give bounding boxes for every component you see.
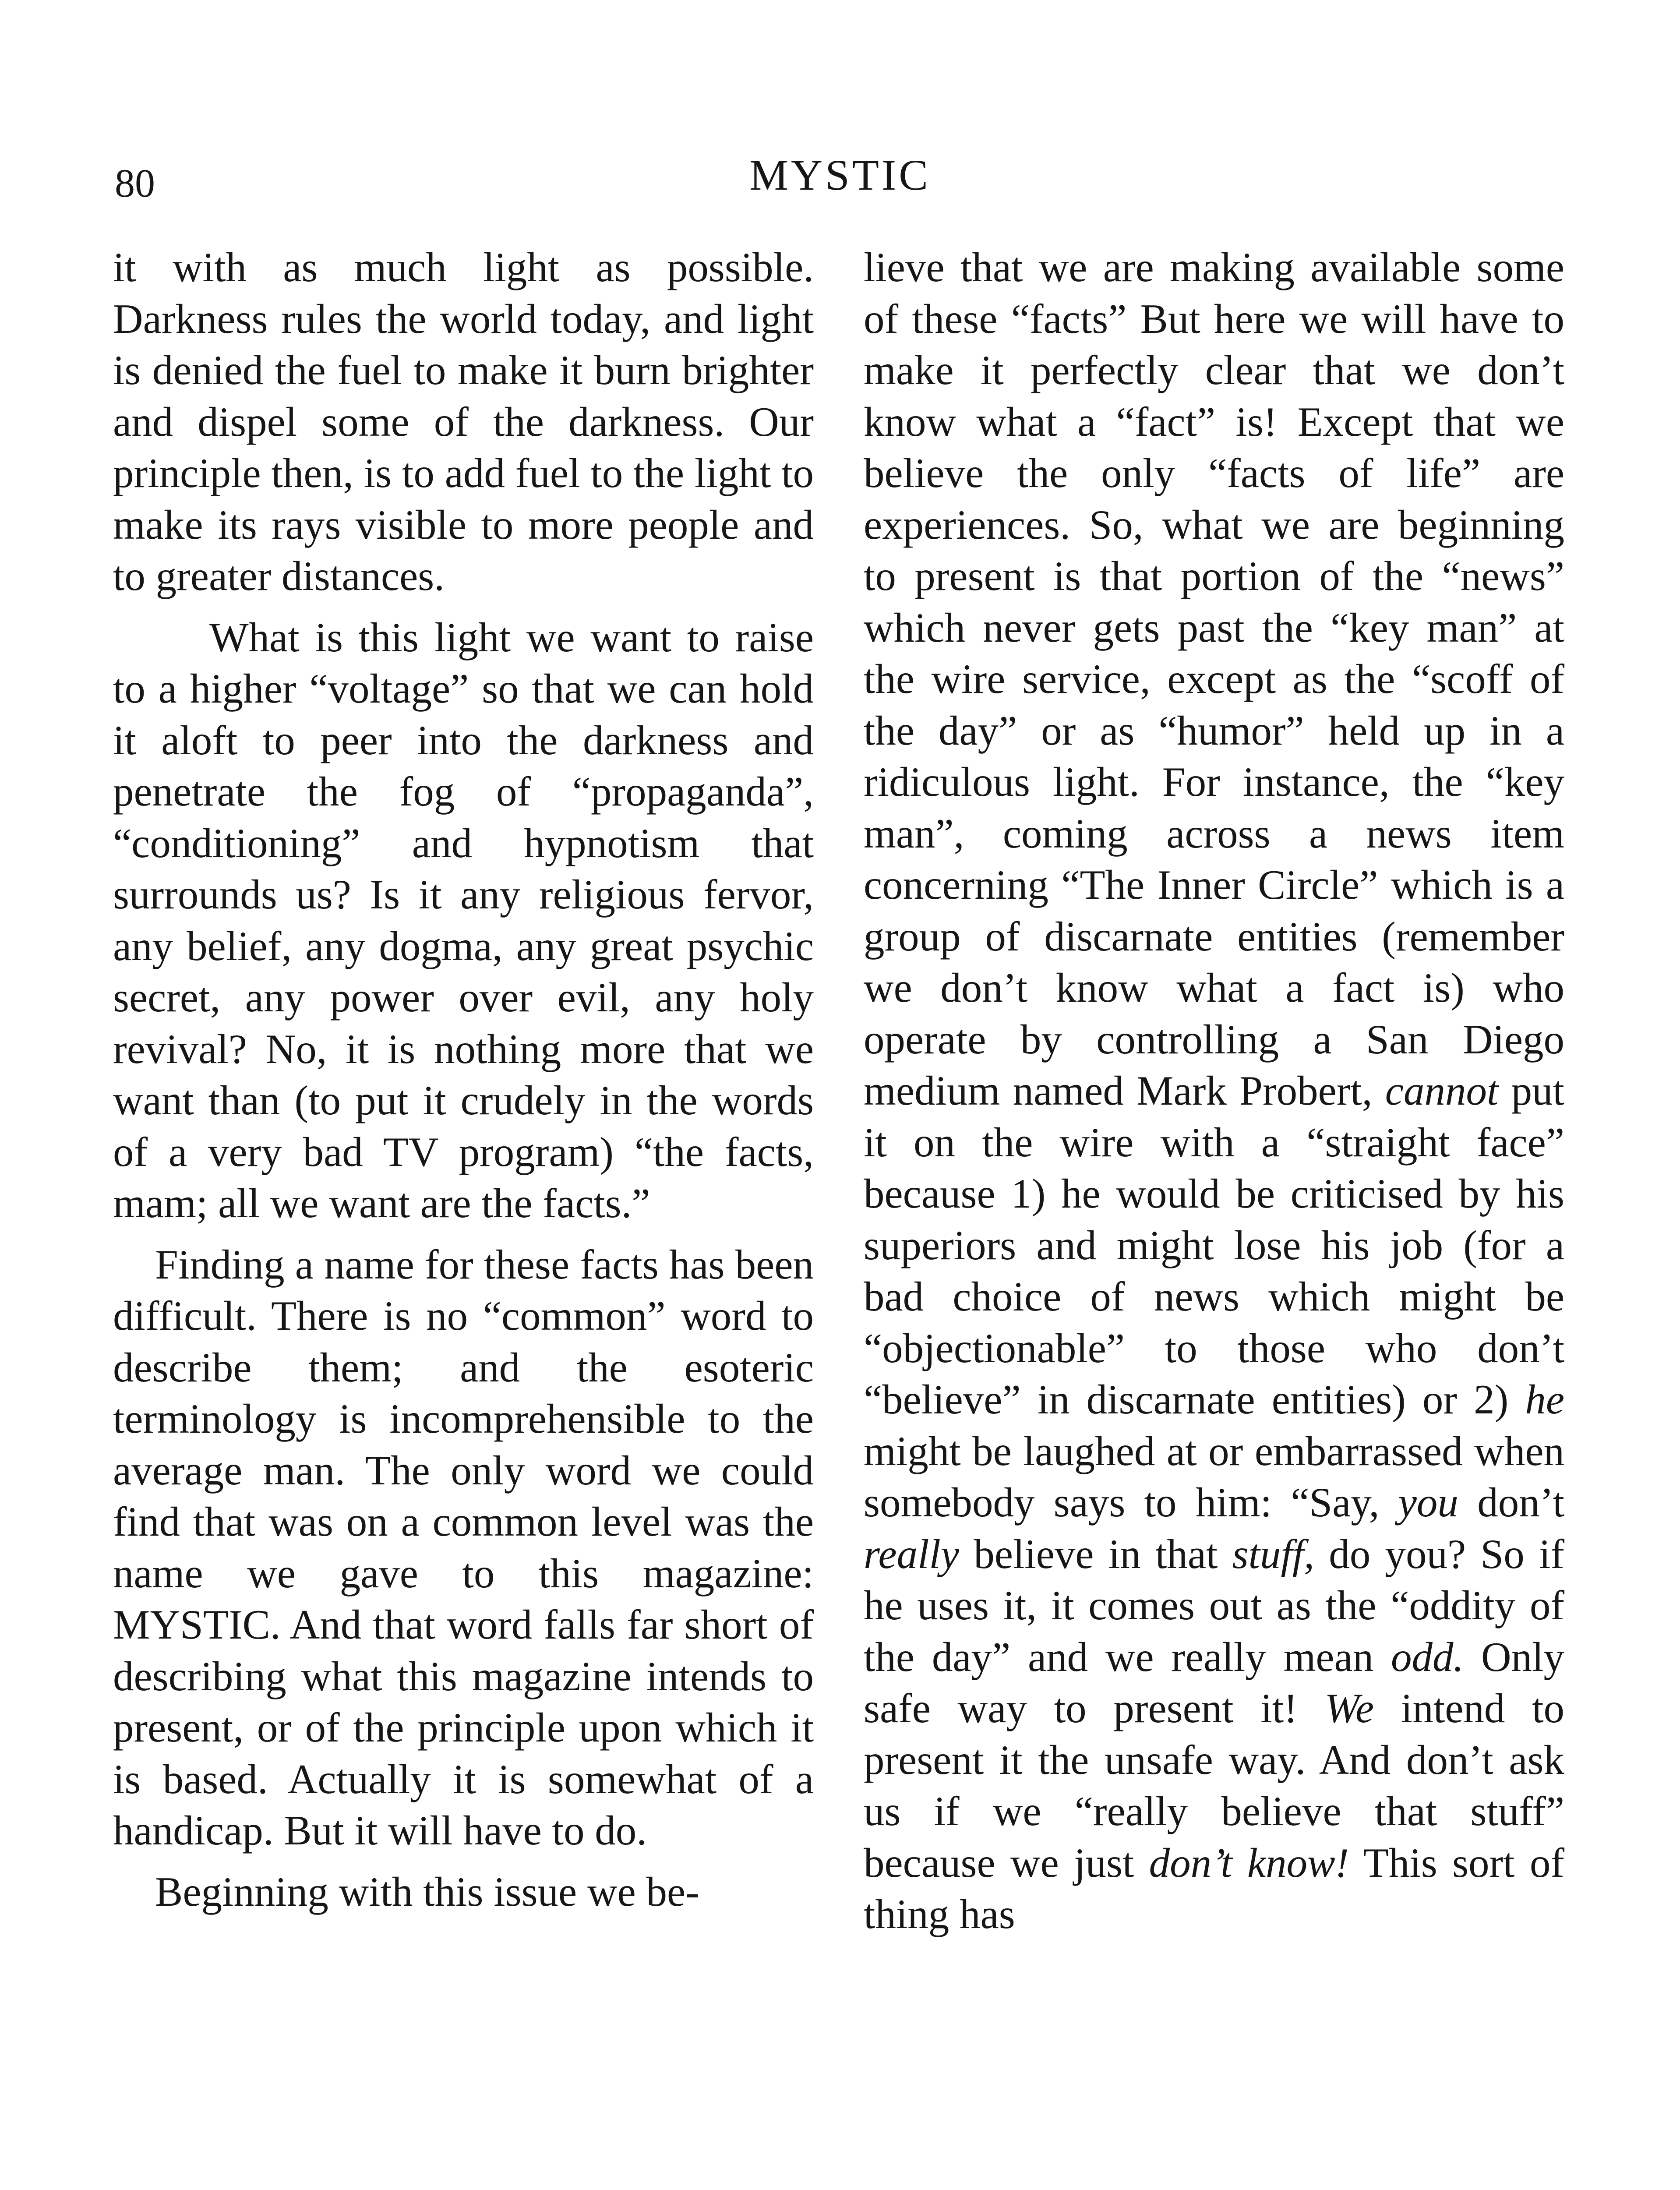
text-run: might be laughed at or embarrassed when somebody says to him: “Say,: [864, 1427, 1564, 1526]
emphasis: don’t know!: [1149, 1839, 1349, 1886]
paragraph: it with as much light as possible. Darkness rules the world today, and light is denied the fuel to make it burn brighter and dispel some of the darkness. Our principle then, is to add fuel to the light to make its rays visible to more people and to greater distances.: [113, 244, 814, 599]
text-run: This sort of thing has: [864, 1839, 1564, 1937]
text-run: put it on the wire with a “straight face” because 1) he would be criticised by his superiors and might lose his job (for a bad choice of news which might be “objectionable” to those who don’t “believe” in discarnate entities) or 2): [864, 1067, 1565, 1423]
paragraph: Beginning with this issue we be-: [155, 1868, 699, 1915]
emphasis: odd.: [1391, 1633, 1464, 1680]
text-run: don’t: [1477, 1479, 1565, 1526]
emphasis: he: [1525, 1376, 1564, 1423]
text-run: believe in that: [974, 1530, 1218, 1577]
text-run: intend to present it the unsafe way. And don’t ask us if we “really believe that stuff” because we just: [864, 1685, 1565, 1886]
emphasis: cannot: [1385, 1067, 1499, 1114]
text-run: Only safe way to present it!: [864, 1633, 1565, 1731]
emphasis: stuff,: [1232, 1530, 1315, 1577]
emphasis: We: [1324, 1685, 1374, 1731]
page-number: 80: [115, 161, 155, 205]
paragraph: What is this light we want to raise to a higher “voltage” so that we can hold it aloft to peer into the darkness and penetrate the fog of “propaganda”, “conditioning” and hypnotism that surrounds us? Is it any religious fervor, any belief, any dogma, any great psychic secret, any power over evil, any holy revival? No, it is nothing more that we want than (to put it crudely in the words of a very bad TV program) “the facts, mam; all we want are the facts.”: [113, 614, 814, 1226]
paragraph: [864, 242, 1564, 1940]
emphasis: really: [864, 1530, 960, 1577]
right-column: [864, 242, 1564, 1940]
emphasis: you: [1398, 1479, 1458, 1526]
paragraph: Finding a name for these facts has been difficult. There is no “common” word to describe them; and the esoteric terminology is incomprehensible to the average man. The only word we could find that was on a common level was the name we gave to this magazine: MYSTIC. And that word falls far short of describing what this magazine intends to present, or of the principle upon which it is based. Actually it is somewhat of a handicap. But it will have to do.: [113, 1241, 814, 1854]
running-head-title: MYSTIC: [749, 151, 931, 199]
text-run: do you? So if he uses it, it comes out as the “oddity of the day” and we really mean: [864, 1530, 1565, 1680]
text-run: lieve that we are making available some of these “facts” But here we will have to make it perfectly clear that we don’t know what a “fact” is! Except that we believe the only “facts of life” are experiences. So, what we are beginning to present is that portion of the “news” which never gets past the “key man” at the wire service, except as the “scoff of the day” or as “humor” held up in a ridiculous light. For instance, the “key man”, coming across a news item concerning “The Inner Circle” which is a group of discarnate entities (remember we don’t know what a fact is) who operate by controlling a San Diego medium named Mark Probert,: [864, 244, 1564, 1114]
left-column: [113, 242, 814, 1918]
